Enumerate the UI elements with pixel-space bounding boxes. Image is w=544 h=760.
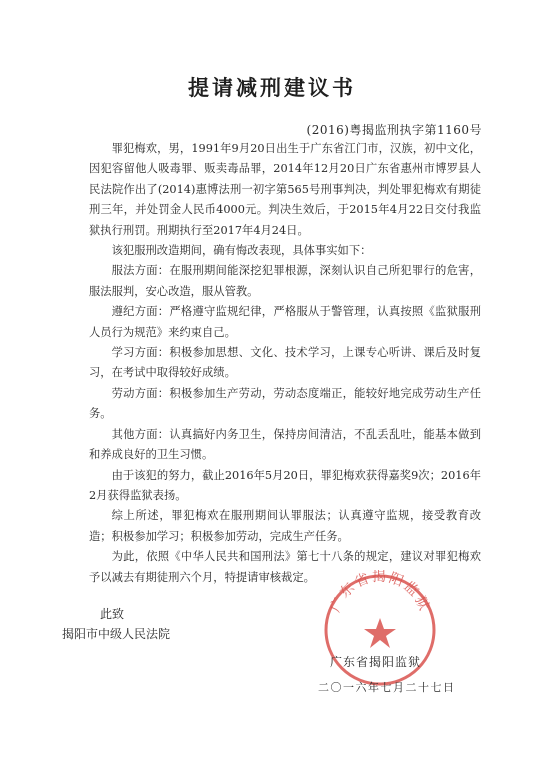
issuing-organization: 广东省揭阳监狱 [330, 655, 422, 669]
paragraph-labor: 劳动方面：积极参加生产劳动，劳动态度端正，能较好地完成劳动生产任务。 [89, 386, 481, 421]
svg-text:广东省揭阳监狱: 广东省揭阳监狱 [327, 570, 433, 615]
paragraph-offender-info: 罪犯梅欢，男，1991年9月20日出生于广东省江门市，汉族，初中文化，因犯容留他人吸毒罪、贩卖毒品罪，2014年12月20日广东省惠州市博罗县人民法院作出了(2014)惠博法刑一初字第565号刑事判决，判处罪犯梅欢有期徒刑三年，并处罚金人民币4000元。判决生效后，于2015年4月22日交付我监狱执行刑罚。刑期执行至2017年4月24日。 [89, 142, 481, 237]
paragraph-study: 学习方面：积极参加思想、文化、技术学习，上课专心听讲、课后及时复习，在考试中取得较好成绩。 [89, 346, 481, 380]
paragraph-law-abiding: 服法方面：在服刑期间能深挖犯罪根源，深刻认识自己所犯罪行的危害，服法服判，安心改造，服从管教。 [89, 264, 481, 298]
paragraph-rewards: 由于该犯的努力，截止2016年5月20日，罪犯梅欢获得嘉奖9次；2016年2月获得监狱表扬。 [89, 468, 481, 502]
official-seal-icon [320, 570, 440, 690]
addressee-court: 揭阳市中级人民法院 [62, 627, 171, 641]
document-title: 提请减刑建议书 [188, 75, 356, 100]
document-number: (2016)粤揭监刑执字第1160号 [306, 123, 482, 137]
closing-greeting: 此致 [100, 607, 125, 621]
issue-date: 二〇一六年七月二十七日 [318, 681, 456, 694]
paragraph-intro: 该犯服刑改造期间，确有悔改表现，具体事实如下： [111, 244, 372, 258]
document-body [89, 139, 481, 588]
paragraph-other: 其他方面：认真搞好内务卫生，保持房间清洁，不乱丢乱吐，能基本做到和养成良好的卫生习惯。 [89, 427, 481, 462]
addressee-block [62, 604, 170, 644]
paragraph-recommendation: 为此，依照《中华人民共和国刑法》第七十八条的规定，建议对罪犯梅欢予以减去有期徒刑六个月，特提请审核裁定。 [89, 550, 481, 584]
paragraph-discipline: 遵纪方面：严格遵守监规纪律，严格服从于警管理，认真按照《监狱服刑人员行为规范》来约束自己。 [89, 305, 481, 339]
paragraph-summary: 综上所述，罪犯梅欢在服刑期间认罪服法；认真遵守监规，接受教育改造；积极参加学习；积极参加劳动，完成生产任务。 [89, 509, 481, 543]
